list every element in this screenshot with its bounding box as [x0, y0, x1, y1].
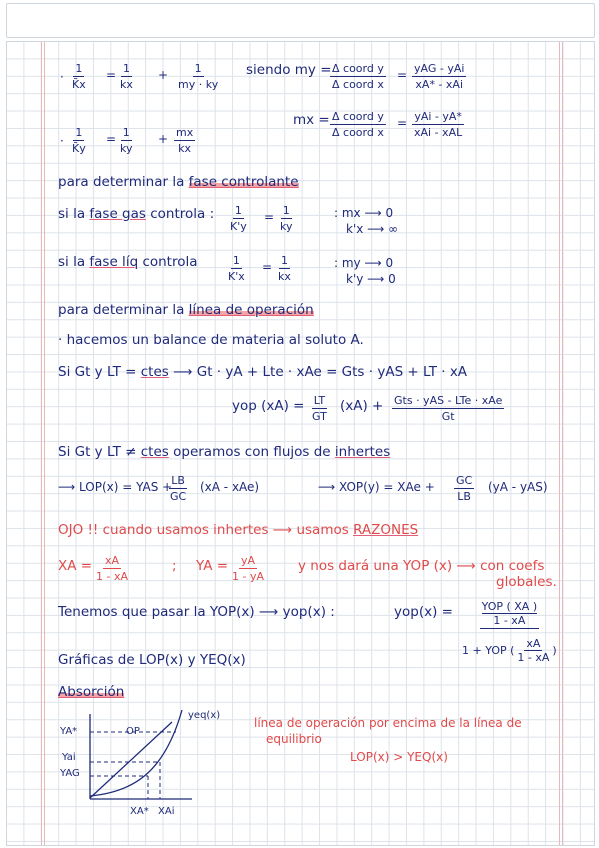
YA-def-label: YA =	[196, 558, 229, 574]
label-xa-star: XA*	[130, 806, 149, 817]
fraction-1-over-ky	[118, 126, 135, 155]
numerator: yAi - yA*	[414, 110, 462, 123]
numerator: 1	[75, 126, 83, 139]
liq-limit-my: : my ⟶ 0	[334, 256, 394, 270]
yop-den-den: 1 - xA	[517, 651, 550, 664]
yop-den-fraction	[517, 637, 549, 664]
numerator: 1	[75, 62, 83, 75]
plus-sign: +	[158, 132, 169, 146]
numerator: mx	[176, 126, 194, 139]
inhertes-prefix: Si Gt y LT ≠	[58, 444, 137, 460]
absorcion-heading: Absorción	[58, 684, 125, 700]
note-line2: equilibrio	[266, 732, 322, 746]
xop-prefix: ⟶ XOP(y) = XAe +	[318, 480, 435, 494]
denominator: LB	[457, 490, 471, 503]
fraction-dcoord-my	[330, 62, 386, 91]
equals-sign: =	[262, 260, 273, 274]
operacion-heading	[58, 302, 314, 318]
yop-den-num: xA	[526, 637, 541, 650]
balance-line: · hacemos un balance de materia al soluto A.	[58, 332, 364, 348]
denominator: ky	[120, 142, 133, 155]
denominator: K̄x	[72, 78, 86, 91]
pasar-line: Tenemos que pasar la YOP(x) ⟶ yop(x) :	[58, 604, 335, 620]
fase-heading	[58, 174, 299, 190]
inhertes-link: inhertes	[334, 444, 391, 460]
margin-line	[41, 42, 42, 845]
fraction-LT-over-GT	[310, 394, 329, 423]
inhertes-ctes-link: ctes	[140, 444, 169, 460]
lop-suffix: (xA - xAe)	[200, 480, 260, 494]
denominator: Δ coord x	[332, 78, 384, 91]
yop-den-suffix: )	[552, 644, 557, 657]
liq-limit-ky: k'y ⟶ 0	[346, 272, 396, 286]
fraction-GC-over-LB	[454, 474, 474, 503]
numerator: 1	[282, 204, 290, 217]
numerator: 1	[234, 204, 242, 217]
fase-heading-highlight: fase controlante	[188, 174, 299, 190]
margin-line	[559, 42, 560, 845]
fase-gas-line	[58, 206, 214, 222]
denominator: Δ coord x	[332, 126, 384, 139]
note-inequality: LOP(x) > YEQ(x)	[350, 750, 448, 764]
fraction-gts-over-gt	[392, 394, 504, 423]
fase-gas-suffix: controla :	[150, 206, 215, 222]
fase-liq-suffix: controla	[142, 254, 198, 270]
lop-prefix: ⟶ LOP(x) = YAS +	[58, 480, 173, 494]
denominator: 1 - yA	[232, 570, 264, 583]
numerator: 1	[122, 62, 130, 75]
header-bar	[6, 3, 595, 38]
fraction-1-over-ky	[278, 204, 295, 233]
margin-line	[44, 42, 45, 845]
denominator: ky	[280, 220, 293, 233]
denominator: K̄y	[72, 142, 86, 155]
margin-line	[562, 42, 563, 845]
denominator: my · ky	[178, 78, 219, 91]
operacion-heading-highlight: línea de operación	[188, 302, 314, 318]
equals-sign: =	[106, 132, 117, 146]
denominator: K'x	[228, 270, 245, 283]
note-line1: línea de operación por encima de la línea de	[254, 716, 522, 730]
denominator: K'y	[230, 220, 247, 233]
fase-gas-prefix: si la	[58, 206, 86, 222]
numerator: 1	[122, 126, 130, 139]
denominator: GT	[312, 410, 327, 423]
fraction-1-over-Kprime-x	[226, 254, 247, 283]
operacion-heading-prefix: para determinar la	[58, 302, 185, 318]
denominator: kx	[278, 270, 291, 283]
numerator: LT	[313, 394, 326, 407]
label-yag: YAG	[60, 768, 80, 779]
fraction-mx-over-kx	[174, 126, 195, 155]
fase-heading-prefix: para determinar la	[58, 174, 185, 190]
inhertes-mid: operamos con flujos de	[173, 444, 331, 460]
denominator: kx	[178, 142, 192, 155]
yop-num-bottom: 1 - xA	[493, 614, 526, 627]
denominator	[460, 629, 559, 664]
bullet-dot: ·	[60, 70, 64, 84]
numerator: Δ coord y	[332, 62, 384, 75]
yop-den-prefix: 1 + YOP (	[462, 644, 515, 657]
numerator: Gts · yAS - LTe · xAe	[394, 394, 503, 407]
yop-prefix: yop (xA) =	[232, 398, 305, 414]
fraction-yag-yai	[412, 62, 466, 91]
label-xai: XAi	[158, 806, 175, 817]
equilibrium-curve	[90, 710, 182, 796]
gas-limit-kx: k'x ⟶ ∞	[346, 222, 399, 236]
mx-label: mx =	[293, 112, 330, 128]
numerator: 1	[194, 62, 202, 75]
numerator	[480, 600, 540, 629]
xop-suffix: (yA - yAS)	[488, 480, 548, 494]
equals-sign: =	[397, 68, 408, 82]
ojo-prefix: OJO !! cuando usamos inhertes ⟶ usamos	[58, 522, 349, 538]
balance-equation: ⟶ Gt · yA + Lte · xAe = Gts · yAS + LT · xA	[173, 364, 468, 380]
globales-text: globales.	[496, 574, 557, 590]
denominator: 1 - xA	[96, 570, 128, 583]
numerator: yAG - yAi	[414, 62, 465, 75]
yop-num-top: YOP ( XA )	[481, 600, 538, 613]
ctes-line	[58, 364, 467, 380]
fraction-dcoord-mx	[330, 110, 386, 139]
numerator: 1	[280, 254, 288, 267]
label-yai: Yai	[62, 752, 76, 763]
absorption-graph	[52, 704, 292, 824]
fase-liq-link: fase líq	[89, 254, 139, 270]
nos-dara-text: y nos dará una YOP (x) ⟶ con coefs	[298, 558, 545, 574]
label-yeq: yeq(x)	[188, 710, 221, 721]
semicolon: ;	[172, 558, 177, 574]
fraction-yA-over-1-yA	[230, 554, 266, 583]
numerator: LB	[171, 474, 185, 487]
equals-sign: =	[106, 68, 117, 82]
fraction-1-over-kx	[118, 62, 135, 91]
ojo-line	[58, 522, 418, 538]
fraction-LB-over-GC	[168, 474, 188, 503]
label-ya-star: YA*	[60, 726, 78, 737]
ojo-razones-link: RAZONES	[353, 522, 419, 538]
equals-sign: =	[264, 210, 275, 224]
siendo-my-label: siendo my =	[246, 62, 332, 78]
fraction-yop-conversion	[460, 600, 559, 664]
fraction-xA-over-1-xA	[94, 554, 130, 583]
fase-gas-link: fase gas	[89, 206, 146, 222]
numerator: GC	[456, 474, 473, 487]
fase-liq-line	[58, 254, 198, 270]
numerator: xA	[104, 554, 120, 567]
equals-sign: =	[397, 116, 408, 130]
denominator: xAi - xAL	[414, 126, 463, 139]
inhertes-line	[58, 444, 390, 460]
denominator: xA* - xAi	[415, 78, 463, 91]
fraction-1-over-my-ky	[176, 62, 220, 91]
denominator: Gt	[441, 410, 455, 423]
graficas-heading: Gráficas de LOP(x) y YEQ(x)	[58, 652, 246, 668]
fraction-1-over-kx	[276, 254, 293, 283]
ctes-prefix: Si Gt y LT =	[58, 364, 137, 380]
fraction-1-over-Kprime-y	[228, 204, 249, 233]
numerator: 1	[232, 254, 240, 267]
yop-eq-label: yop(x) =	[394, 604, 453, 620]
fase-liq-prefix: si la	[58, 254, 86, 270]
fraction-1-over-Ky	[70, 126, 88, 155]
label-op: OP	[126, 726, 140, 737]
plus-sign: +	[158, 68, 169, 82]
fraction-yai-yastar	[412, 110, 464, 139]
yop-xA-plus: (xA) +	[340, 398, 384, 414]
numerator: yA	[240, 554, 256, 567]
denominator: GC	[170, 490, 187, 503]
bullet-dot: ·	[60, 134, 64, 148]
gas-limit-mx: : mx ⟶ 0	[334, 206, 394, 220]
denominator: kx	[120, 78, 133, 91]
numerator: Δ coord y	[332, 110, 384, 123]
XA-def-label: XA =	[58, 558, 93, 574]
ctes-link: ctes	[140, 364, 169, 380]
fraction-1-over-Kx	[70, 62, 88, 91]
